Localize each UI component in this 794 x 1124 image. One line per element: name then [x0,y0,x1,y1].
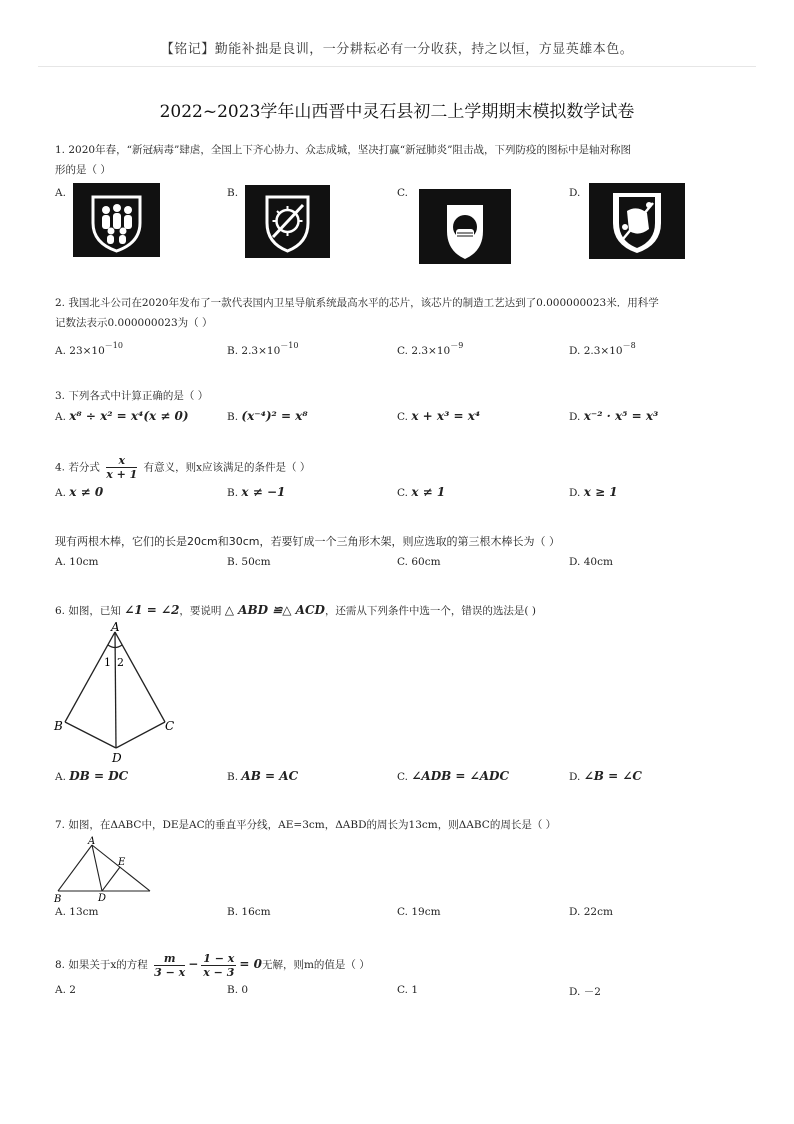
vertex-label-b: B [54,894,62,905]
q8-fraction-1 [154,952,185,979]
option-label: A. [55,411,66,423]
q2-option-c[interactable] [397,340,463,357]
option-math: ∠ADB = ∠ADC [411,769,509,783]
q8-equals-zero: = 0 [239,957,262,971]
option-math: x ≠ −1 [241,485,286,499]
option-label: D. [569,986,581,998]
option-label: C. [397,487,408,499]
q6-condition-math: ∠1 = ∠2 [124,603,180,617]
option-label: C. [397,906,408,918]
group-shield-icon [73,183,160,257]
vertex-label-a: A [111,620,120,634]
option-label: D. [569,411,581,423]
option-label: A. [55,906,66,918]
option-label: D. [569,556,581,568]
q4-prefix: 4. 若分式 [55,461,100,474]
option-label: D. [569,345,581,357]
option-label: C. [397,771,408,783]
fraction-denominator: x + 1 [106,468,138,481]
option-math: x⁻² · x⁵ = x³ [583,409,659,423]
vertex-label-d: D [98,893,107,904]
q5-option-d[interactable] [569,556,613,568]
option-label: C. [397,556,408,568]
option-text: －2 [583,986,601,998]
option-math: AB = AC [241,769,299,783]
vertex-label-d: D [112,751,122,765]
exam-title: 2022~2023学年山西晋中灵石县初二上学期期末模拟数学试卷 [159,102,635,122]
q4-option-a[interactable] [55,485,103,499]
option-text: 10cm [69,556,99,568]
q4-option-c[interactable] [397,485,445,499]
option-math: x ≥ 1 [583,485,618,499]
q6-prefix: 6. 如图，已知 [55,605,121,617]
q4-option-b[interactable] [227,485,285,499]
q8-option-d[interactable] [569,984,601,999]
q5-option-c[interactable] [397,556,441,568]
option-base: 2.3×10 [583,345,623,357]
option-math: DB = DC [69,769,129,783]
q3-option-d[interactable] [569,409,658,423]
q8-option-b[interactable] [227,984,248,996]
q3-option-a[interactable] [55,409,189,423]
option-text: 1 [411,984,419,996]
q4-option-d[interactable] [569,485,618,499]
handwash-shield-icon [589,183,685,259]
q1-stem-line1: 1. 2020年春，“新冠病毒”肆虐，全国上下齐心协力、众志成城，坚决打赢“新冠肺炎”阻击战，下列防疫的图标中是轴对称图 [55,144,632,156]
fraction-denominator: 3 − x [154,965,186,979]
option-exponent: －9 [450,341,464,350]
option-text: 16cm [241,906,271,918]
q6-option-a[interactable] [55,769,128,783]
q1-option-d-label: D. [569,187,581,199]
no-virus-shield-icon [245,185,330,258]
option-text: 50cm [241,556,271,568]
vertex-label-b: B [54,719,63,733]
q6-mid: ，要说明 [179,605,222,617]
option-label: C. [397,345,408,357]
q8-stem [55,950,370,979]
option-label: A. [55,487,66,499]
option-text: 13cm [69,906,99,918]
q7-option-b[interactable] [227,906,271,918]
q5-stem: 现有两根木棒，它们的长是20cm和30cm，若要钉成一个三角形木架，则应选取的第三根木棒长为（ ） [55,535,561,548]
option-label: B. [227,771,239,783]
option-label: B. [227,487,239,499]
option-text: 40cm [583,556,613,568]
option-label: A. [55,771,66,783]
option-label: A. [55,984,66,996]
q8-option-c[interactable] [397,984,418,996]
option-label: A. [55,345,66,357]
option-base: 2.3×10 [411,345,451,357]
fraction-numerator: 1 − x [203,951,235,965]
q6-congruence-math: △ ABD ≌△ ACD [224,603,325,617]
option-exponent: －10 [104,341,123,350]
q7-option-d[interactable] [569,906,613,918]
q6-option-d[interactable] [569,769,642,783]
q6-stem [55,600,536,621]
motto-banner: 【铭记】勤能补拙是良训，一分耕耘必有一分收获，持之以恒，方显英雄本色。 [160,42,634,57]
q8-prefix: 8. 如果关于x的方程 [55,959,148,971]
q3-option-b[interactable] [227,409,308,423]
q7-option-c[interactable] [397,906,441,918]
mask-person-icon [419,189,511,264]
q4-fraction [106,454,137,481]
q2-option-d[interactable] [569,340,636,357]
option-exponent: －8 [622,341,636,350]
option-math: x⁸ ÷ x² = x⁴(x ≠ 0) [69,409,189,423]
q2-option-b[interactable] [227,340,298,357]
q6-option-c[interactable] [397,769,509,783]
option-label: D. [569,771,581,783]
q6-suffix: ，还需从下列条件中选一个，错误的选法是( ) [324,605,536,617]
option-text: 2 [69,984,76,996]
q5-option-a[interactable] [55,556,98,568]
option-label: B. [227,556,239,568]
q2-stem-line1: 2. 我国北斗公司在2020年发布了一款代表国内卫星导航系统最高水平的芯片，该芯片的制造工艺达到了0.000000023米．用科学 [55,297,659,309]
q1-option-c-label: C. [397,187,408,199]
q5-option-b[interactable] [227,556,271,568]
option-math: (x⁻⁴)² = x⁸ [241,409,308,423]
vertex-label-c: C [165,719,175,733]
fraction-numerator: m [154,952,185,966]
option-base: 2.3×10 [241,345,281,357]
q4-stem [55,454,310,481]
option-label: D. [569,906,581,918]
q1-option-b-label: B. [227,187,239,199]
option-text: 0 [241,984,249,996]
q2-option-a[interactable] [55,340,123,357]
q3-option-c[interactable] [397,409,480,423]
q1-stem-line2: 形的是（ ） [55,164,111,176]
q8-option-a[interactable] [55,984,76,996]
fraction-denominator: x − 3 [203,965,235,979]
option-text: 19cm [411,906,441,918]
q3-stem: 3. 下列各式中计算正确的是（ ） [55,390,209,402]
option-math: ∠B = ∠C [583,769,642,783]
fraction-numerator: x [106,454,137,468]
option-label: B. [227,345,239,357]
option-label: C. [397,411,408,423]
q4-suffix: 有意义，则x应该满足的条件是（ ） [143,461,311,474]
q8-minus-sign: − [188,957,199,971]
q7-triangle-figure [52,835,156,905]
option-math: x + x³ = x⁴ [411,409,481,423]
vertex-label-e: E [118,857,126,868]
q6-kite-figure [50,620,180,770]
option-label: D. [569,487,581,499]
angle-label-1: 1 [104,656,111,669]
q6-option-b[interactable] [227,769,298,783]
option-label: A. [55,556,66,568]
q8-fraction-2 [201,952,236,979]
option-base: 23×10 [69,345,105,357]
q2-stem-line2: 记数法表示0.000000023为（ ） [55,317,213,329]
header-divider [38,66,756,67]
option-label: B. [227,984,239,996]
option-math: x ≠ 1 [411,485,446,499]
option-text: 22cm [583,906,613,918]
q8-suffix: 无解，则m的值是（ ） [261,959,370,971]
vertex-label-a: A [88,836,96,847]
option-label: B. [227,906,239,918]
option-exponent: －10 [280,341,299,350]
q7-stem: 7. 如图，在ΔABC中，DE是AC的垂直平分线，AE=3cm，ΔABD的周长为13cm，则ΔABC的周长是（ ） [55,819,557,831]
option-label: B. [227,411,239,423]
option-label: C. [397,984,408,996]
angle-label-2: 2 [117,656,124,669]
q1-option-a-label: A. [55,187,66,199]
option-math: x ≠ 0 [69,485,104,499]
option-text: 60cm [411,556,441,568]
q7-option-a[interactable] [55,906,98,918]
